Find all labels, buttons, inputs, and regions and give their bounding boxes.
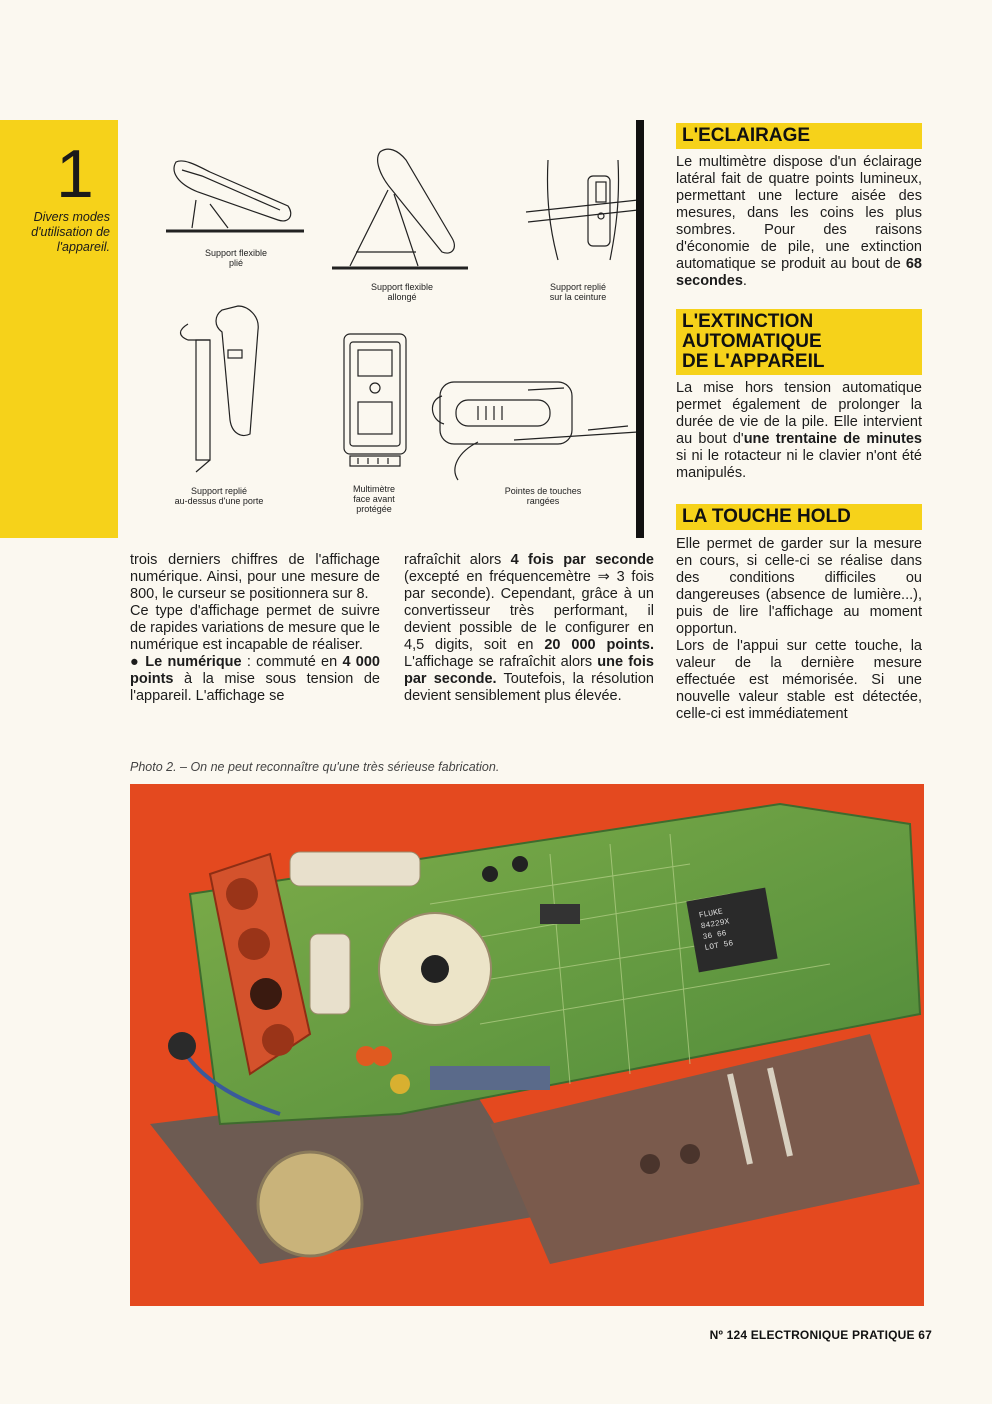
text-extinction: La mise hors tension automatique permet également de prolonger la durée de vie de la pile. Elle intervient au bout d'une trentaine de minutes si ni le rotacteur ni le clavier n'ont été manipulés.	[676, 380, 922, 481]
label-pointes: Pointes de touches rangées	[504, 486, 582, 506]
page-footer: Nº 124 ELECTRONIQUE PRATIQUE 67	[709, 1328, 932, 1342]
drawing-multimetre-face	[344, 334, 406, 466]
figure-number: 1	[56, 136, 94, 212]
photo-circuit-board	[130, 784, 924, 1306]
label-support-ceinture: Support replié sur la ceinture	[549, 282, 607, 302]
text-column-1: trois derniers chiffres de l'affichage numérique. Ainsi, pour une mesure de 800, le curseur se positionnera sur 8. Ce type d'affichage permet de suivre de rapides variations de mesure que le numérique est incapable de réaliser. ● Le numérique : commuté en 4 000 points à la mise sous tension de l'appareil. L'affichage se	[130, 552, 380, 704]
label-multimetre: Multimètre face avant protégée	[352, 484, 395, 514]
drawing-pointes-rangees	[432, 382, 636, 480]
figure-drawings	[118, 120, 636, 538]
figure-illustrations	[118, 120, 636, 538]
heading-eclairage: L'ECLAIRAGE	[676, 123, 922, 149]
label-support-plie: Support flexible plié	[204, 248, 268, 268]
text-hold: Elle permet de garder sur la mesure en cours, si celle-ci se réalise dans des conditions difficiles ou dangereuses (absence de lumière...), puis de lire l'affichage au moment opportun. Lors de l'appui sur cette touche, la valeur de la dernière mesure effectuée est mémorisée. Si une nouvelle valeur stable est détectée, celle-ci est immédiatement	[676, 536, 922, 722]
label-support-allonge: Support flexible allongé	[370, 282, 434, 302]
heading-extinction: L'EXTINCTION AUTOMATIQUE DE L'APPAREIL	[676, 309, 922, 375]
chip-line-1: FLUKE	[698, 907, 724, 921]
chip-line-3: 36 66	[702, 929, 728, 943]
text-eclairage: Le multimètre dispose d'un éclairage latéral fait de quatre points lumineux, permettant une lecture aisée des mesures, dans les coins les plus sombres. Pour des raisons d'économie de pile, une extinction automatique se produit au bout de 68 secondes.	[676, 154, 922, 289]
column-divider	[636, 120, 644, 538]
drawing-support-allonge	[332, 149, 468, 268]
chip-line-4: LOT 56	[704, 939, 734, 953]
drawing-support-porte	[181, 306, 259, 472]
drawing-support-ceinture	[526, 160, 636, 260]
heading-hold: LA TOUCHE HOLD	[676, 504, 922, 530]
drawing-support-plie	[166, 161, 304, 231]
photo-caption: Photo 2. – On ne peut reconnaître qu'une très sérieuse fabrication.	[130, 760, 500, 774]
photo-illustration	[130, 784, 924, 1306]
text-column-2: rafraîchit alors 4 fois par seconde (excepté en fréquencemètre ⇒ 3 fois par seconde). Cependant, grâce à un convertisseur très performant, il devient possible de le configurer en 4,5 digits, soit en 20 000 points. L'affichage se rafraîchit alors une fois par seconde. Toutefois, la résolution devient sensiblement plus élevée.	[404, 552, 654, 704]
label-support-porte: Support replié au-dessus d'une porte	[174, 486, 264, 506]
figure-caption: Divers modes d'utilisation de l'appareil.	[31, 210, 110, 254]
chip-line-2: 84229X	[700, 917, 731, 932]
